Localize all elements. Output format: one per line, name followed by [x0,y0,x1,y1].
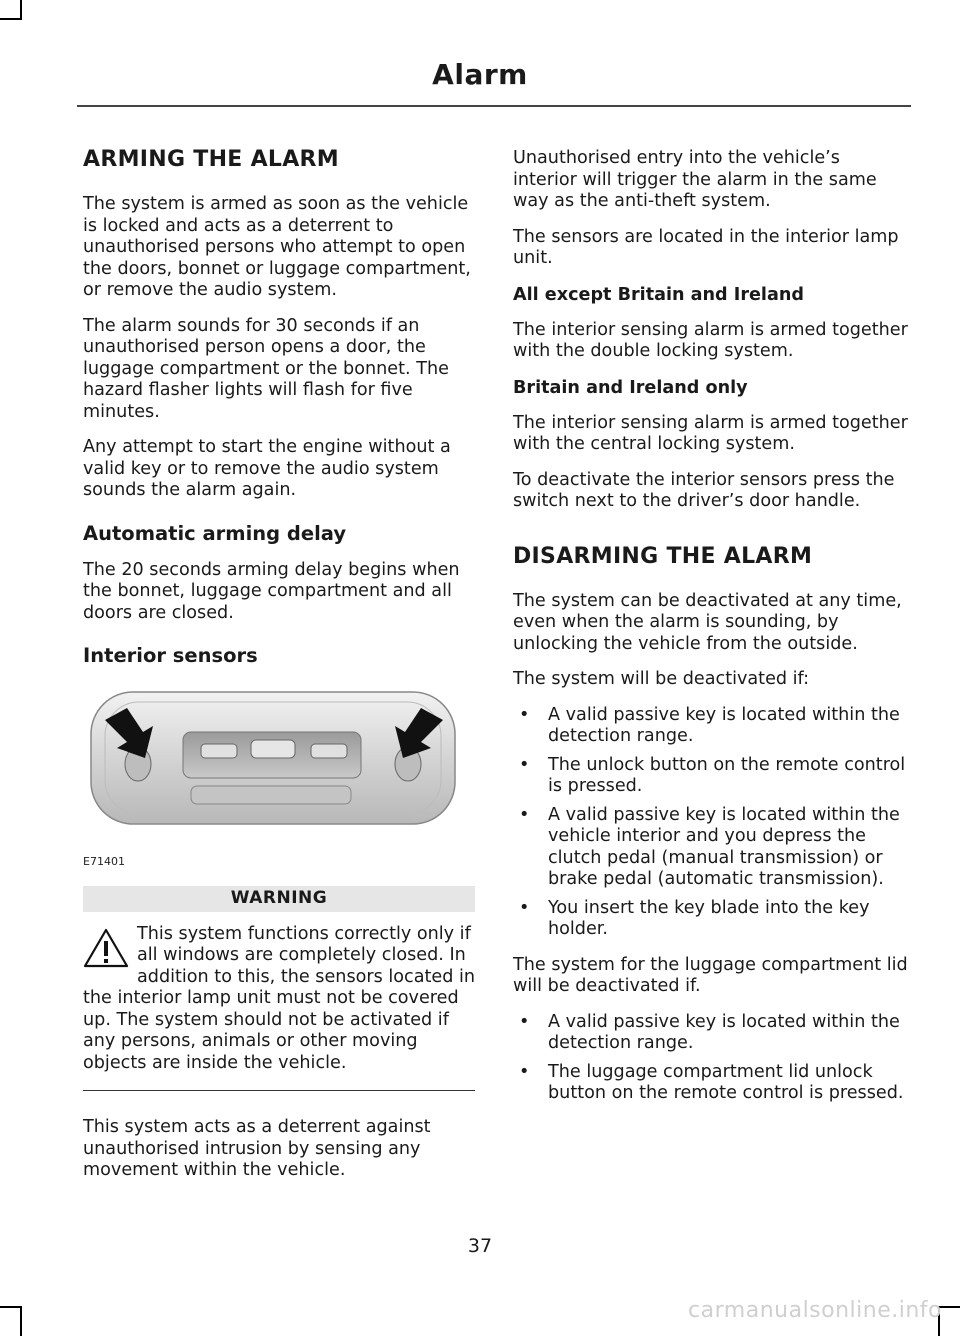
crop-mark [20,1306,22,1336]
warning-divider [83,1090,475,1091]
crop-mark [20,0,22,20]
heading-arming: ARMING THE ALARM [83,147,339,172]
paragraph: The system is armed as soon as the vehicle is locked and acts as a deterrent to unauthorised persons who attempt to open the doors, bonnet or luggage compartment, or remove the audio system. [83,194,471,300]
heading-arming-delay: Automatic arming delay [83,521,347,545]
paragraph: The system can be deactivated at any time, even when the alarm is sounding, by unlocking the vehicle from the outside. [513,590,902,654]
list-item: • You insert the key blade into the key holder. [513,898,908,941]
interior-lamp-figure [83,682,475,872]
paragraph: The system for the luggage compartment lid will be deactivated if. [513,954,908,996]
crop-mark [0,1306,20,1308]
paragraph: Any attempt to start the engine without a valid key or to remove the audio system sounds the alarm again. [83,437,451,500]
list-item: • A valid passive key is located within the detection range. [513,705,908,748]
crop-mark [0,18,20,20]
page-title: Alarm [432,58,528,91]
list-item: • A valid passive key is located within the detection range. [513,1012,908,1055]
watermark: carmanualsonline.info [688,1298,942,1323]
heading-all-except: All except Britain and Ireland [513,284,804,305]
warning-box [83,924,475,1075]
paragraph: The 20 seconds arming delay begins when the bonnet, luggage compartment and all doors are closed. [83,559,460,623]
list-item: • The luggage compartment lid unlock button on the remote control is pressed. [513,1062,908,1105]
paragraph: The interior sensing alarm is armed together with the double locking system. [513,319,908,361]
bullet-list [513,1012,908,1105]
warning-triangle-icon [83,928,129,968]
paragraph: This system acts as a deterrent against unauthorised intrusion by sensing any movement within the vehicle. [83,1117,431,1180]
left-column [83,146,475,1196]
crop-mark [940,1306,960,1308]
warning-heading: WARNING [83,886,475,912]
paragraph: Unauthorised entry into the vehicle’s interior will trigger the alarm in the same way as the anti-theft system. [513,148,877,211]
paragraph: The system will be deactivated if: [513,669,810,689]
paragraph: To deactivate the interior sensors press the switch next to the driver’s door handle. [513,469,895,511]
heading-interior-sensors: Interior sensors [83,644,258,667]
heading-britain-ireland: Britain and Ireland only [513,377,748,398]
page-number: 37 [467,1235,493,1257]
paragraph: The interior sensing alarm is armed together with the central locking system. [513,412,908,454]
warning-text: This system functions correctly only if all windows are completely closed. In addition to this, the sensors located in the interior lamp unit must not be covered up. The system should not be activated if any persons, animals or other moving objects are inside the vehicle. [83,923,476,1073]
bullet-list [513,705,908,941]
figure-code: E71401 [83,854,125,868]
list-item: • The unlock button on the remote control is pressed. [513,755,908,798]
right-column [513,148,908,1119]
list-item: • A valid passive key is located within the vehicle interior and you depress the clutch pedal (manual transmission) or brake pedal (automatic transmission). [513,805,908,891]
interior-lamp-illustration [83,682,475,872]
header-divider [77,105,911,107]
paragraph: The sensors are located in the interior lamp unit. [513,226,899,268]
paragraph: The alarm sounds for 30 seconds if an unauthorised person opens a door, the luggage compartment or the bonnet. The hazard flasher lights will flash for five minutes. [83,315,449,422]
heading-disarming: DISARMING THE ALARM [513,543,813,569]
